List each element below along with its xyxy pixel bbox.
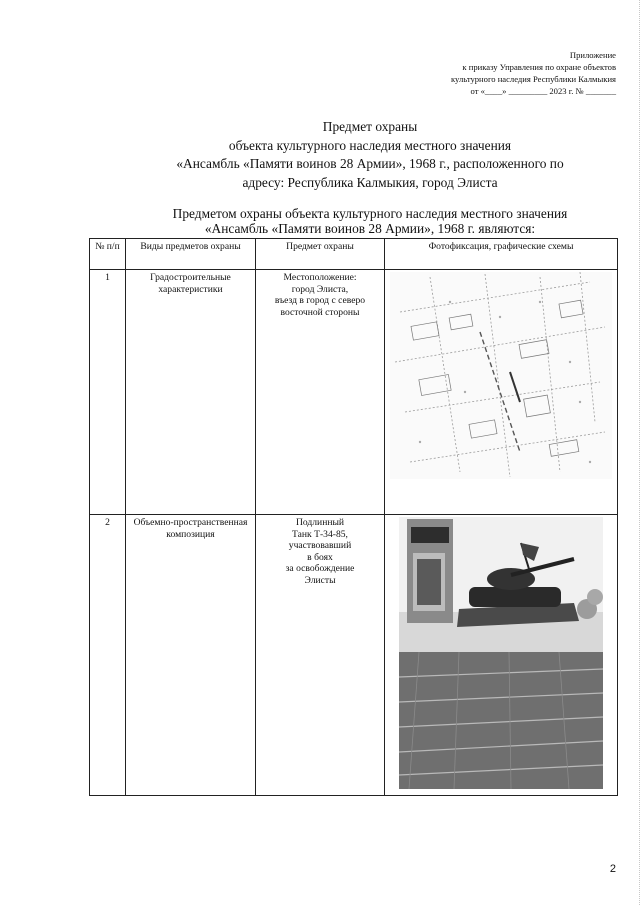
- row-subject: [256, 515, 385, 796]
- subject-line: участвовавший: [288, 540, 352, 551]
- title-line: адресу: Республика Калмыкия, город Элиста: [242, 174, 498, 190]
- appendix-line: культурного наследия Республики Калмыкия: [450, 74, 616, 84]
- title-line: «Ансамбль «Памяти воинов 28 Армии», 1968 г., расположенного по: [176, 156, 564, 171]
- row-num: 1: [90, 270, 126, 515]
- row-subject: [256, 270, 385, 515]
- subject-line: Танк Т-34-85,: [292, 528, 348, 540]
- subject-line: въезд в город с северо: [274, 295, 366, 306]
- map-scheme-image: [390, 272, 612, 479]
- row-type: Объемно-пространственная композиция: [126, 515, 256, 796]
- title-line: объекта культурного наследия местного значения: [228, 137, 512, 153]
- subject-line: в боях: [307, 551, 333, 563]
- row-figure: [385, 270, 618, 515]
- appendix-line: от «____» _________ 2023 г. № _______: [470, 86, 616, 96]
- intro-line: «Ансамбль «Памяти воинов 28 Армии», 1968 г. являются:: [204, 221, 536, 236]
- header-subject: Предмет охраны: [256, 239, 385, 270]
- row-type: Градостроительные характеристики: [126, 270, 256, 515]
- header-photo: Фотофиксация, графические схемы: [385, 239, 618, 270]
- appendix-line: Приложение: [569, 50, 616, 60]
- subject-line: Элисты: [304, 574, 336, 586]
- subject-line: за освобождение: [285, 563, 355, 574]
- appendix-note: [356, 49, 616, 97]
- page-edge: [635, 0, 640, 905]
- table-row: [90, 270, 618, 515]
- title-line: Предмет охраны: [322, 119, 418, 134]
- row-figure: [385, 515, 618, 796]
- table-header-row: [90, 239, 618, 270]
- row-num: 2: [90, 515, 126, 796]
- subject-line: восточной стороны: [280, 306, 360, 318]
- subject-line: Местоположение:: [283, 272, 357, 283]
- subject-line: город Элиста,: [291, 283, 349, 295]
- protection-table: [89, 238, 618, 796]
- document-title: [120, 118, 620, 192]
- appendix-line: к приказу Управления по охране объектов: [462, 62, 616, 72]
- header-type: Виды предметов охраны: [126, 239, 256, 270]
- header-num: № п/п: [90, 239, 126, 270]
- tank-monument-photo: [399, 517, 603, 789]
- intro-line: Предметом охраны объекта культурного наследия местного значения: [172, 206, 568, 221]
- subject-line: Подлинный: [295, 517, 345, 528]
- intro-paragraph: [120, 206, 620, 236]
- table-row: [90, 515, 618, 796]
- page-number: 2: [609, 863, 616, 875]
